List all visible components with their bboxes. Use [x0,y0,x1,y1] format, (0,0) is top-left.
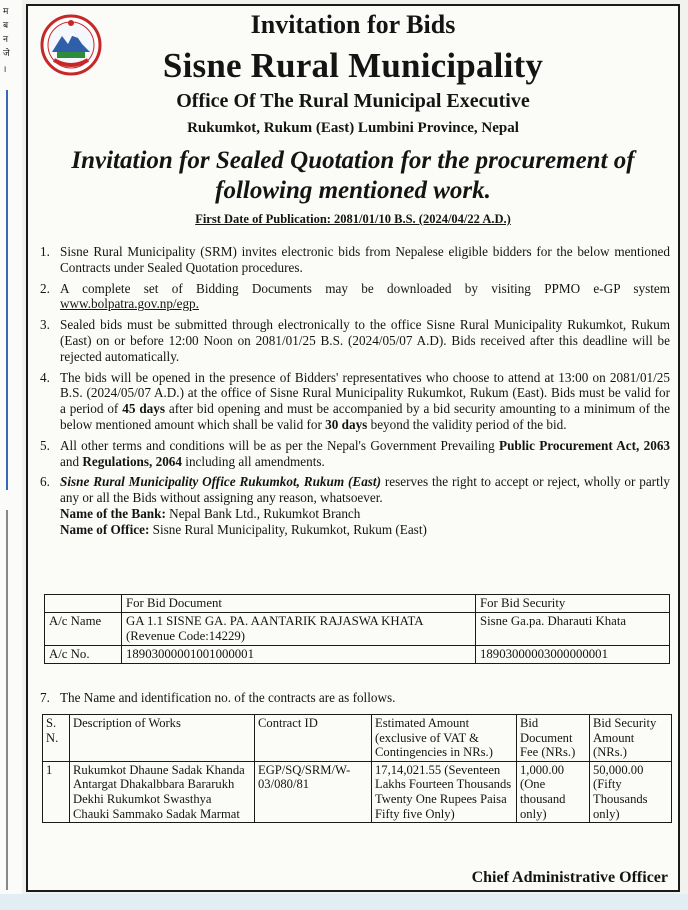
security-validity-days: 30 days [325,416,368,432]
municipality-name: Sisne Rural Municipality [162,46,544,85]
table-cell: 18903000001001000001 [122,646,476,664]
divider-line [6,90,8,490]
subject-line: following mentioned work. [215,177,491,204]
bottom-edge [0,894,688,910]
table-cell: A/c Name [45,613,122,646]
bid-notice-document [26,4,680,892]
table-cell: Rukumkot Dhaune Sadak Khanda Antargat Dhakalbbara Bararukh Dekhi Rukumkot Swasthya Chauki Sammako Sadak Marmat [70,761,255,822]
list-item [38,370,670,433]
table-cell: Sisne Ga.pa. Dharauti Khata [476,613,670,646]
table-row [45,595,670,613]
item-text: Sisne Rural Municipality (SRM) invites electronic bids from Nepalese eligible bidders for the below mentioned Contracts under Sealed Quotation procedures. [60,244,670,275]
list-item [38,317,670,364]
signatory-title: Chief Administrative Officer [471,869,668,886]
table-header: Bid Document Fee (NRs.) [517,715,590,762]
regulation-name: Regulations, 2064 [82,453,182,469]
item-text: and [60,453,83,469]
fragment-text: । [3,64,7,74]
table-row [45,613,670,646]
act-name: Public Procurement Act, 2063 [499,437,671,453]
table-header: For Bid Document [122,595,476,613]
list-item [38,281,670,313]
list-item [38,244,670,276]
item-text: A complete set of Bidding Documents may be downloaded by visiting PPMO e-GP system [60,280,670,296]
item-text: All other terms and conditions will be as per the Nepal's Government Prevailing [60,437,500,453]
item-text: beyond the validity period of the bid. [367,416,567,432]
list-item [38,690,395,706]
bid-validity-days: 45 days [122,401,165,417]
fragment-text: म [3,6,9,16]
contracts-table [42,714,672,823]
office-name: Office Of The Rural Municipal Executive [176,90,530,112]
office-value: Sisne Rural Municipality, Rukumkot, Rukum (East) [152,521,427,537]
table-cell: 17,14,021.55 (Seventeen Lakhs Fourteen Thousands Twenty One Rupees Paisa Fifty five Only) [372,761,517,822]
table-cell: 1,000.00 (One thousand only) [517,761,590,822]
table-header: Contract ID [255,715,372,762]
bank-name-line [38,506,670,522]
table-header: Estimated Amount (exclusive of VAT & Contingencies in NRs.) [372,715,517,762]
bank-label: Name of the Bank: [60,505,166,521]
table-header: S. N. [43,715,70,762]
table-header: For Bid Security [476,595,670,613]
item-number: 5. [40,437,50,453]
notice-title: Invitation for Bids [250,10,456,39]
table-cell: A/c No. [45,646,122,664]
office-label: Name of Office: [60,521,150,537]
item-text: The bids will be opened in the presence of Bidders' representatives who choose to attend at 13:00 on 2081/01/25 B.S. (2024/05/07 A.D.) at the office of Sisne Rural Municipality Rukumkot, Rukum (East). Bids must be valid for a period of [60,369,670,417]
table-cell: GA 1.1 SISNE GA. PA. AANTARIK RAJASWA KHATA (Revenue Code:14229) [122,613,476,646]
publication-date: First Date of Publication: 2081/01/10 B.S. (2024/04/22 A.D.) [195,212,511,226]
item-number: 1. [40,244,50,259]
item-number: 6. [40,474,50,490]
table-cell: 1 [43,761,70,822]
subject-heading [40,146,666,206]
bolpatra-link[interactable]: www.bolpatra.gov.np/egp. [60,296,199,312]
item-text: Sealed bids must be submitted through electronically to the office Sisne Rural Municipality Rukumkot, Rukum (East) on or before 12:00 Noon on 2081/01/25 B.S. (2024/05/07 A.D). Bids received after this deadline will be rejected automatically. [60,317,670,364]
table-cell: 50,000.00 (Fifty Thousands only) [590,761,672,822]
item-text: reserves the right to accept or reject, wholly or partly any or all the Bids without assigning any reason, whatsoever. [60,474,670,506]
fragment-text: ब [3,20,9,30]
table-row [43,761,672,822]
subject-line: Invitation for Sealed Quotation for the procurement of [71,147,635,174]
table-row [45,646,670,664]
item-number: 3. [40,317,50,333]
office-name-line [38,522,670,538]
table-cell: EGP/SQ/SRM/W-03/080/81 [255,761,372,822]
table-row [43,715,672,762]
fragment-text: न [3,34,8,44]
office-reference: Sisne Rural Municipality Office Rukumkot, Rukum (East) [60,474,381,490]
item-text: The Name and identification no. of the contracts are as follows. [60,690,396,705]
item-number: 2. [40,280,50,296]
fragment-text: जे [3,48,10,58]
adjacent-clipping-strip [0,0,22,910]
list-item [38,438,670,470]
table-cell [45,595,122,613]
divider-line [6,510,8,890]
bank-value: Nepal Bank Ltd., Rukumkot Branch [169,505,361,521]
item-text: after bid opening and must be accompanied by a bid security amounting to a minimum of the below mentioned amount which shall be valid for [60,401,671,432]
account-table [44,594,670,664]
notice-items [38,244,670,538]
table-header: Bid Security Amount (NRs.) [590,715,672,762]
table-cell: 18903000003000000001 [476,646,670,664]
list-item [38,474,670,506]
address: Rukumkot, Rukum (East) Lumbini Province, Nepal [187,120,519,136]
item-number: 4. [40,369,50,385]
table-header: Description of Works [70,715,255,762]
item-number: 7. [40,690,50,705]
item-text: including all amendments. [182,453,325,469]
